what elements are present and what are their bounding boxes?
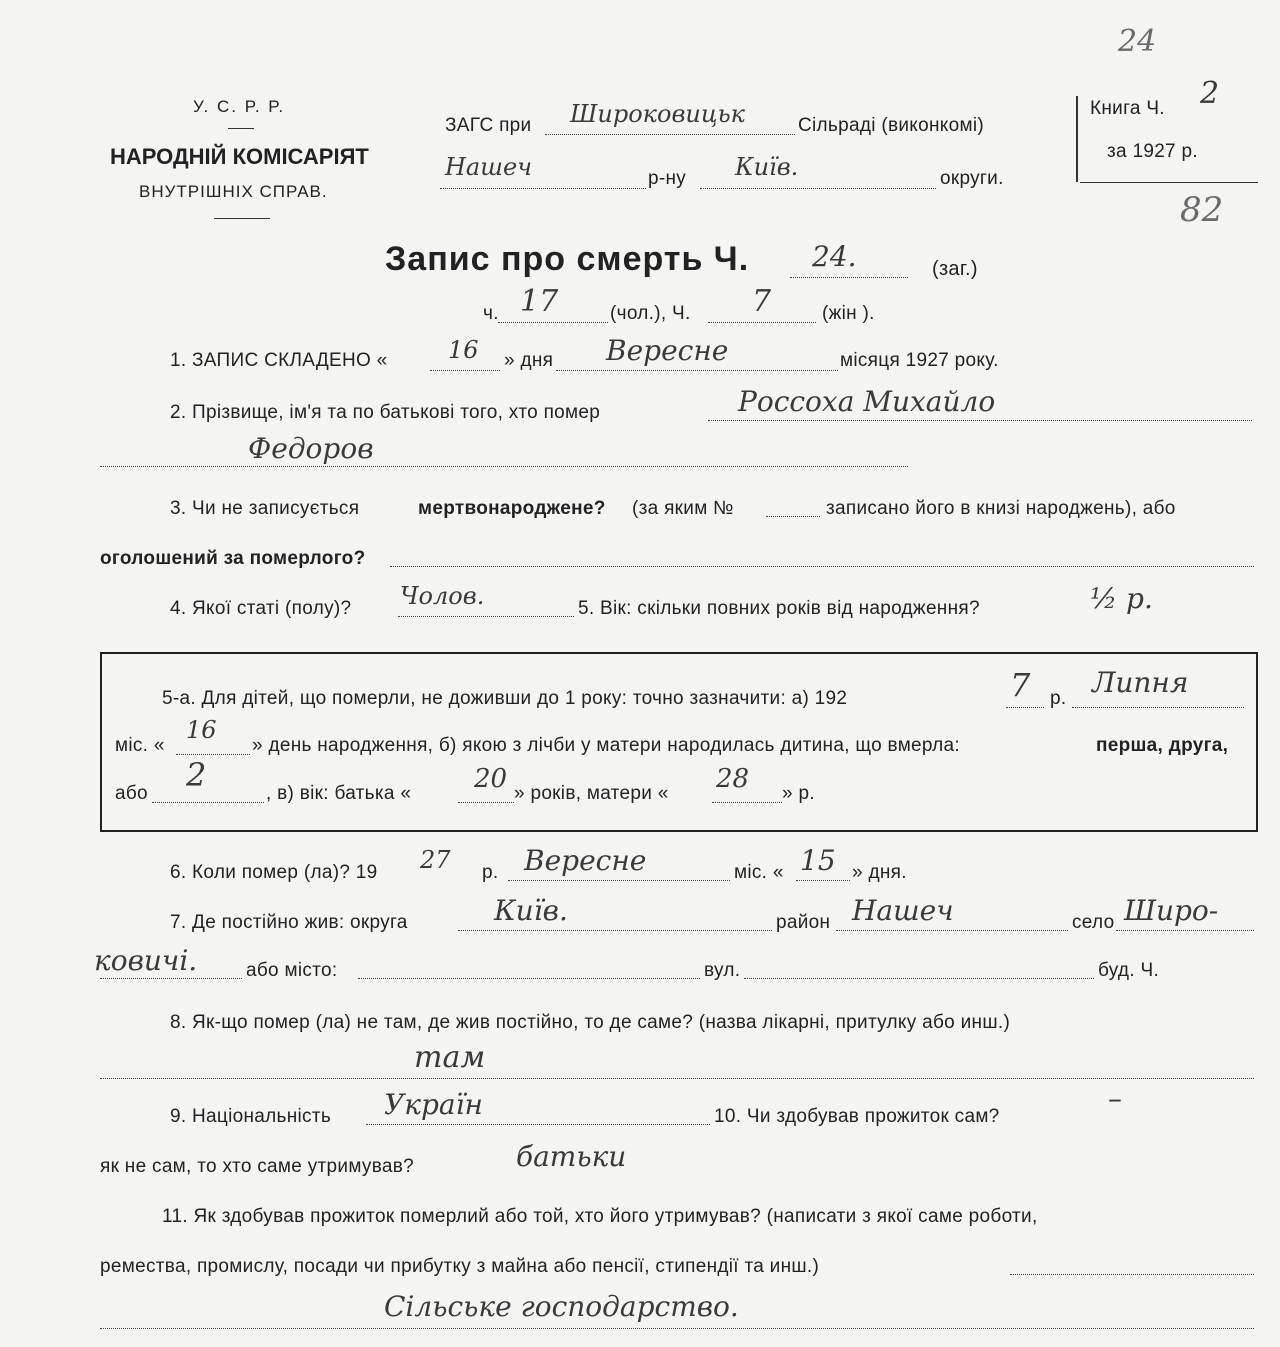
q5a-line3-tail: » р. <box>782 783 815 804</box>
q7-selo-cont-line <box>100 978 242 979</box>
q2-patronymic-value: Федоров <box>248 432 374 465</box>
female-count-label: (жін ). <box>822 303 875 324</box>
zags-suffix: Сільраді (виконкомі) <box>798 115 984 136</box>
q6-mid: міс. « <box>734 862 784 883</box>
male-count-prefix: ч. <box>483 303 499 324</box>
q5a-father-value: 20 <box>474 764 508 794</box>
q5a-line2-start: міс. « <box>115 735 165 756</box>
q11-line1: 11. Як здобував прожиток померлий або той, хто його утримував? (написати з якої саме роботи, <box>162 1206 1038 1227</box>
okruha-line <box>700 188 936 189</box>
q2-label: 2. Прізвище, ім'я та по батькові того, хто помер <box>170 402 601 423</box>
q11-line2: ремества, промислу, посади чи прибутку з майна або пенсії, стипендії та инш.) <box>100 1256 820 1277</box>
q10-label: 10. Чи здобував прожиток сам? <box>714 1106 1000 1127</box>
q7-selo-line <box>1116 930 1254 931</box>
q5a-order-line <box>152 802 264 803</box>
q2-name-line <box>708 420 1252 421</box>
q5a-line3-mid: , в) вік: батька « <box>266 783 412 804</box>
header-divider-2 <box>214 218 270 219</box>
record-number-line <box>790 277 908 278</box>
commissariat-subtitle: ВНУТРІШНІХ СПРАВ. <box>139 182 328 201</box>
q6-label: 6. Коли помер (ла)? 19 <box>170 862 378 883</box>
q3-mid: (за яким № <box>632 498 734 519</box>
q7-rayon-line <box>836 930 1068 931</box>
q1-day-value: 16 <box>448 336 479 364</box>
q6-month-value: Вересне <box>524 844 647 877</box>
q7-rayon-value: Нашеч <box>852 894 954 927</box>
q5a-year-value: 7 <box>1010 666 1031 704</box>
q4-sex-line <box>398 616 574 617</box>
q5a-line3-mid2: » років, матери « <box>514 783 669 804</box>
q6-month-line <box>508 880 730 881</box>
zags-prefix: ЗАГС при <box>445 115 532 136</box>
record-title: Запис про смерть Ч. <box>385 240 750 278</box>
q4-sex-value: Чолов. <box>400 582 485 610</box>
q7-okruha-value: Київ. <box>494 894 568 927</box>
record-number-value: 24. <box>812 240 857 273</box>
zags-village-value: Широковицьк <box>570 100 746 128</box>
q2-patronymic-line <box>100 466 908 467</box>
q1-day-line <box>430 370 500 371</box>
okruha-label: округи. <box>940 168 1004 189</box>
q6-day-line <box>796 880 850 881</box>
q7-okruha-line <box>458 930 772 931</box>
q1-month-line <box>556 370 838 371</box>
q11-line2-blank <box>1010 1274 1254 1275</box>
book-bracket <box>1076 96 1084 182</box>
header-divider-1 <box>228 128 254 129</box>
q11-answer-line <box>100 1328 1254 1329</box>
q6-year-tail: р. <box>482 862 499 883</box>
q7-selo-value: Широ- <box>1124 894 1219 927</box>
q7-misto-label: або місто: <box>246 960 338 981</box>
q5a-month-value: Липня <box>1092 666 1189 699</box>
q5a-day-line <box>176 754 250 755</box>
book-number: 2 <box>1200 76 1220 111</box>
okruha-value: Київ. <box>735 153 799 181</box>
q3-declared-line <box>390 566 1254 567</box>
q5a-mother-value: 28 <box>716 764 750 794</box>
q7-misto-line <box>358 978 700 979</box>
q5a-line1: 5-а. Для дітей, що померли, не доживши до 1 року: точно зазначити: а) 192 <box>162 688 848 709</box>
rayon-value: Нашеч <box>445 153 533 181</box>
q5a-year-line <box>1006 707 1044 708</box>
commissariat-title: НАРОДНІЙ КОМІСАРІЯТ <box>110 144 369 169</box>
book-underline <box>1080 182 1258 183</box>
q1-tail: місяця 1927 року. <box>840 350 999 371</box>
q10-value: – <box>1108 1082 1122 1115</box>
q5a-father-line <box>458 802 514 803</box>
q1-mid: » дня <box>504 350 554 371</box>
q4-label: 4. Якої статі (полу)? <box>170 598 352 619</box>
q7-label: 7. Де постійно жив: округа <box>170 912 408 933</box>
female-count-value: 7 <box>752 284 772 319</box>
q5a-line2-mid: » день народження, б) якою з лічби у матери народилась дитина, що вмерла: <box>252 735 960 756</box>
q7-vul-line <box>744 978 1094 979</box>
rayon-label: р-ну <box>648 168 687 189</box>
book-label: Книга Ч. <box>1090 98 1165 119</box>
republic-label: У. С. Р. Р. <box>193 97 286 116</box>
q5a-day-value: 16 <box>186 716 217 744</box>
q5-age-value: ½ р. <box>1090 582 1153 615</box>
q5a-month-line <box>1072 707 1244 708</box>
q3-declared-dead-question: оголошений за померлого? <box>100 548 366 569</box>
corner-note-top: 24 <box>1118 24 1157 59</box>
q7-selo-label: село <box>1072 912 1115 933</box>
rayon-line <box>440 188 646 189</box>
male-count-line <box>498 322 608 323</box>
q5a-line2-bold: перша, друга, <box>1096 735 1229 756</box>
q5a-line3-start: або <box>115 783 148 804</box>
q7-selo-value-cont: ковичі. <box>94 944 198 977</box>
q3-number-line <box>766 516 820 517</box>
q10b-label: як не сам, то хто саме утримував? <box>100 1156 415 1177</box>
male-count-value: 17 <box>520 284 559 319</box>
q8-answer-value: там <box>414 1040 486 1075</box>
zags-village-line <box>545 134 795 135</box>
q5-label: 5. Вік: скільки повних років від народження? <box>578 598 980 619</box>
q7-vul-label: вул. <box>704 960 741 981</box>
q5a-year-tail: р. <box>1050 688 1067 709</box>
corner-note-side: 82 <box>1180 190 1224 230</box>
q10b-value: батьки <box>516 1140 627 1173</box>
q9-label: 9. Національність <box>170 1106 332 1127</box>
book-year: за 1927 р. <box>1107 141 1198 162</box>
q9-nation-line <box>366 1124 710 1125</box>
q8-label: 8. Як-що помер (ла) не там, де жив постійно, то де саме? (назва лікарні, притулку або инш.) <box>170 1012 1011 1033</box>
q6-year-value: 27 <box>420 846 451 874</box>
q7-bud-label: буд. Ч. <box>1098 960 1160 981</box>
q7-rayon-label: район <box>776 912 831 933</box>
q3-tail: записано його в книзі народжень), або <box>826 498 1176 519</box>
q1-label: 1. ЗАПИС СКЛАДЕНО « <box>170 350 388 371</box>
q11-answer-value: Сільське господарство. <box>384 1290 739 1323</box>
q9-nation-value: Україн <box>384 1088 483 1121</box>
q3-label: 3. Чи не записується <box>170 498 360 519</box>
female-count-line <box>708 322 816 323</box>
q8-answer-line <box>100 1078 1254 1079</box>
q5a-order-value: 2 <box>186 756 207 794</box>
q3-stillborn-question: мертвонароджене? <box>418 498 606 519</box>
q6-day-value: 15 <box>800 844 836 877</box>
q6-tail: » дня. <box>852 862 907 883</box>
record-total-suffix: (заг.) <box>932 258 978 280</box>
q2-name-value: Россоха Михайло <box>738 385 996 418</box>
male-count-label: (чол.), Ч. <box>610 303 691 324</box>
q5a-mother-line <box>712 802 782 803</box>
q1-month-value: Вересне <box>606 334 729 367</box>
